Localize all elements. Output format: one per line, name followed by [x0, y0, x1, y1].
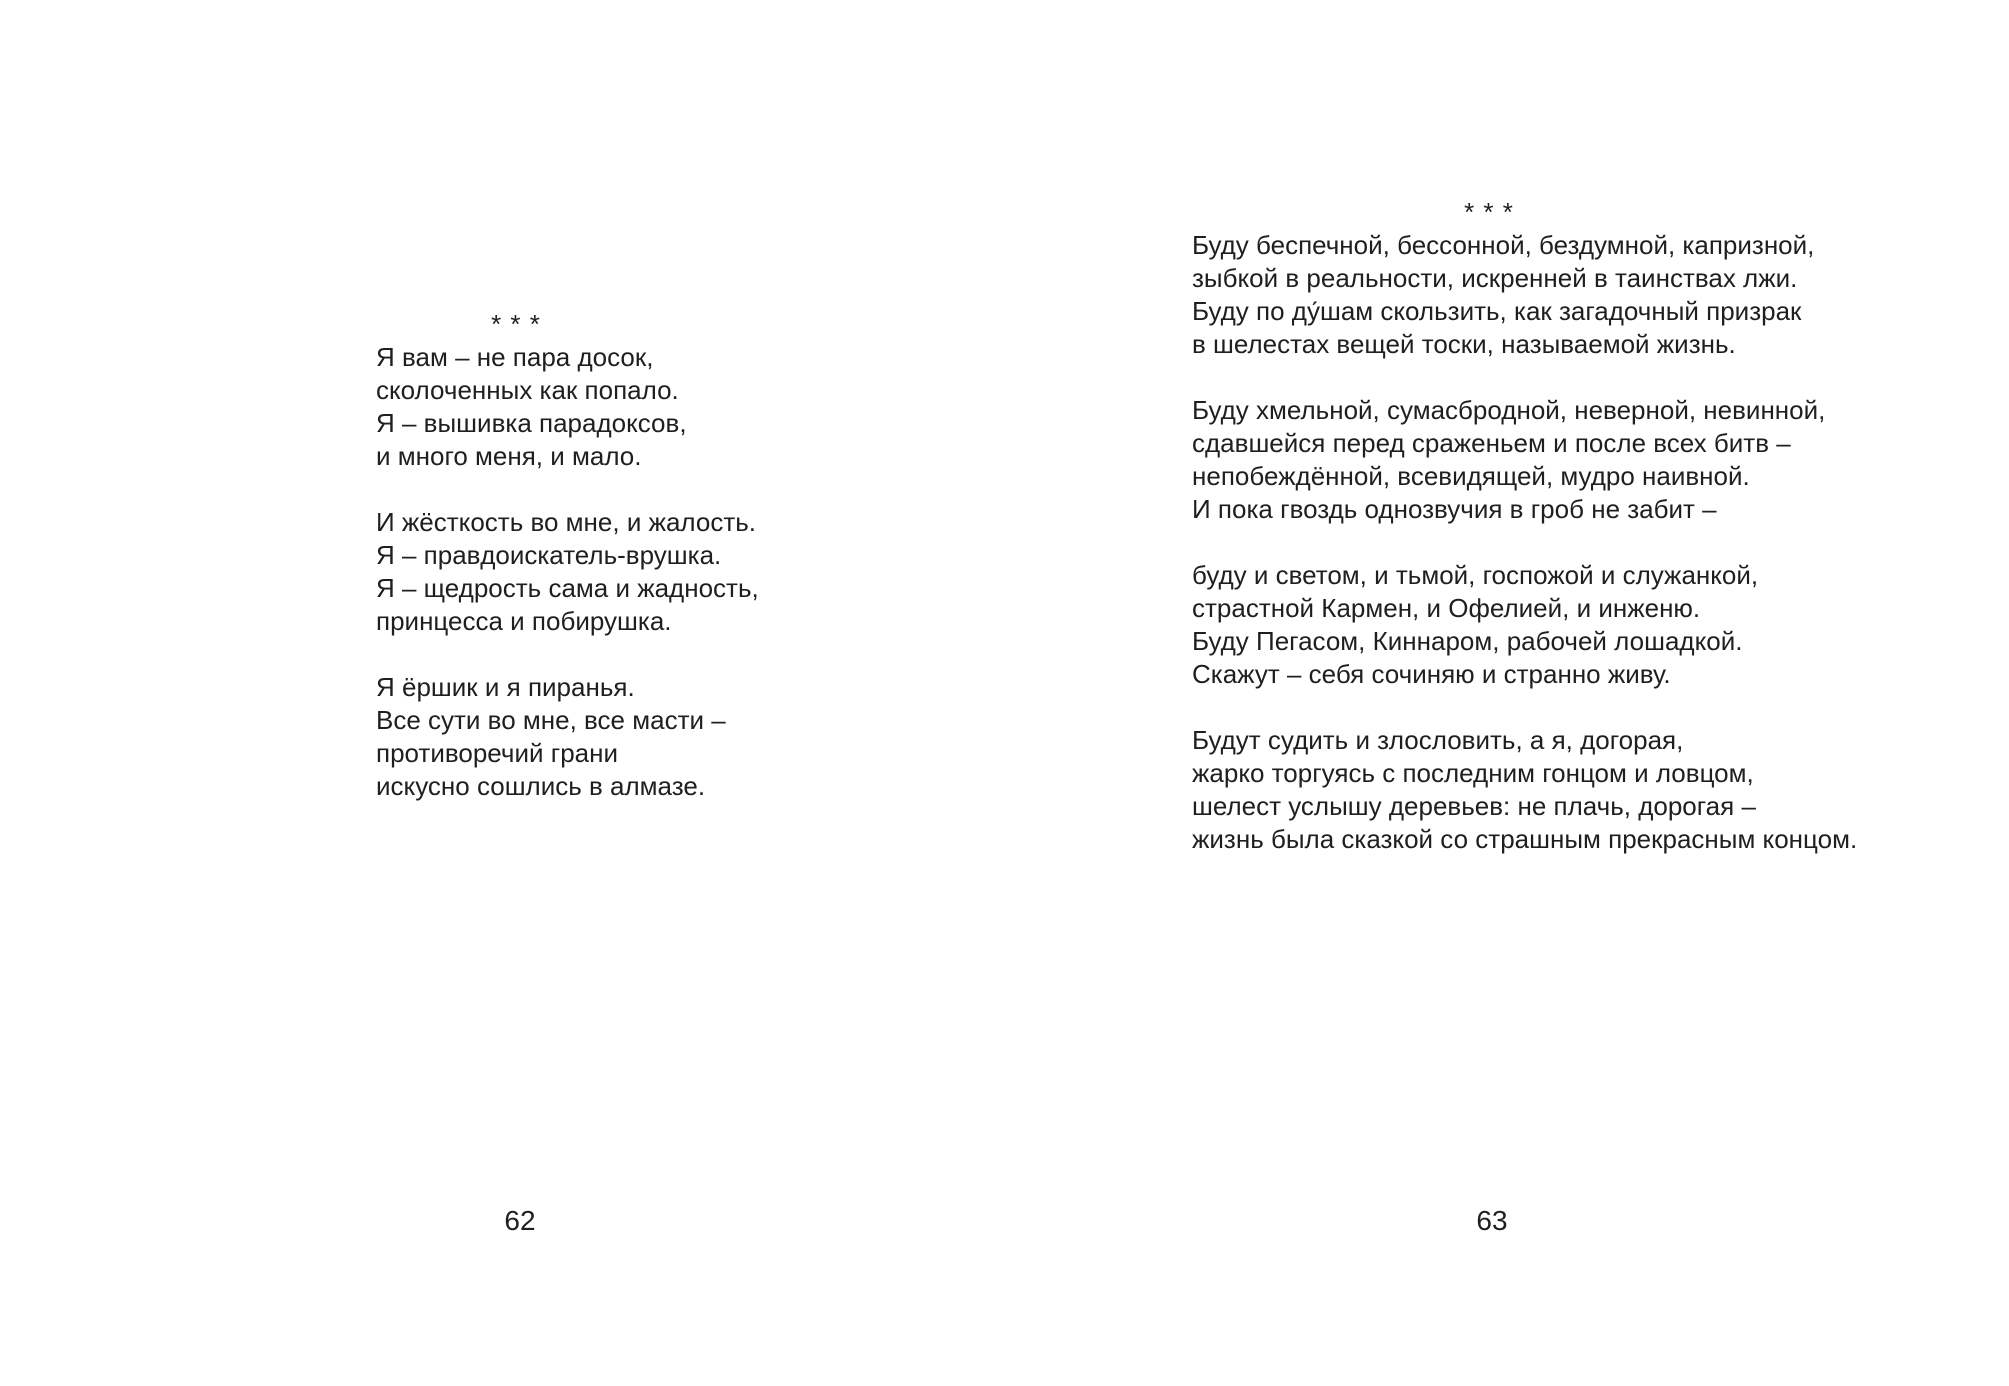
stanza [1192, 559, 1952, 691]
poem-line: И пока гвоздь однозвучия в гроб не забит – [1192, 494, 1717, 524]
poem-line: сколоченных как попало. [376, 375, 679, 405]
poem-line: Я – щедрость сама и жадность, [376, 573, 759, 603]
poem-line: Я ёршик и я пиранья. [376, 672, 635, 702]
poem-line: зыбкой в реальности, искренней в таинствах лжи. [1192, 263, 1798, 293]
stanza [1192, 394, 1952, 526]
poem-line: страстной Кармен, и Офелией, и инженю. [1192, 593, 1701, 623]
left-page [376, 308, 806, 803]
poem-line: Все сути во мне, все масти – [376, 705, 726, 735]
poem-line: Буду хмельной, сумасбродной, неверной, невинной, [1192, 395, 1826, 425]
poem-body [376, 341, 806, 803]
poem-line: сдавшейся перед сраженьем и после всех битв – [1192, 428, 1791, 458]
poem-line: непобеждённой, всевидящей, мудро наивной. [1192, 461, 1750, 491]
asterisk-separator: * * * [491, 309, 541, 339]
poem-line: жарко торгуясь с последним гонцом и ловцом, [1192, 758, 1754, 788]
poem-line: Я вам – не пара досок, [376, 342, 654, 372]
page-number-left: 62 [504, 1205, 536, 1236]
poem-line: Я – правдоискатель-врушка. [376, 540, 722, 570]
poem-line: Буду Пегасом, Киннаром, рабочей лошадкой. [1192, 626, 1743, 656]
poem-line: принцесса и побирушка. [376, 606, 672, 636]
poem-line: в шелестах вещей тоски, называемой жизнь. [1192, 329, 1736, 359]
poem-line: и много меня, и мало. [376, 441, 642, 471]
poem-line: Скажут – себя сочиняю и странно живу. [1192, 659, 1671, 689]
poem-line: И жёсткость во мне, и жалость. [376, 507, 757, 537]
page-number-right: 63 [1476, 1205, 1508, 1236]
stanza [376, 506, 806, 638]
poem-line: буду и светом, и тьмой, госпожой и служанкой, [1192, 560, 1759, 590]
poem-line: Буду беспечной, бессонной, бездумной, капризной, [1192, 230, 1815, 260]
poem-line: Я – вышивка парадоксов, [376, 408, 687, 438]
asterisk-separator: * * * [1464, 197, 1514, 227]
stanza [1192, 229, 1952, 361]
poem-line: Будут судить и злословить, а я, догорая, [1192, 725, 1684, 755]
right-page [1192, 196, 1952, 856]
poem-line: Буду по ду́шам скользить, как загадочный призрак [1192, 296, 1802, 326]
poem-body [1192, 229, 1952, 856]
poem-line: жизнь была сказкой со страшным прекрасным концом. [1192, 824, 1858, 854]
poem-line: противоречий грани [376, 738, 618, 768]
stanza [376, 341, 806, 473]
poem-line: искусно сошлись в алмазе. [376, 771, 706, 801]
poem-line: шелест услышу деревьев: не плачь, дорогая – [1192, 791, 1756, 821]
stanza [376, 671, 806, 803]
stanza [1192, 724, 1952, 856]
